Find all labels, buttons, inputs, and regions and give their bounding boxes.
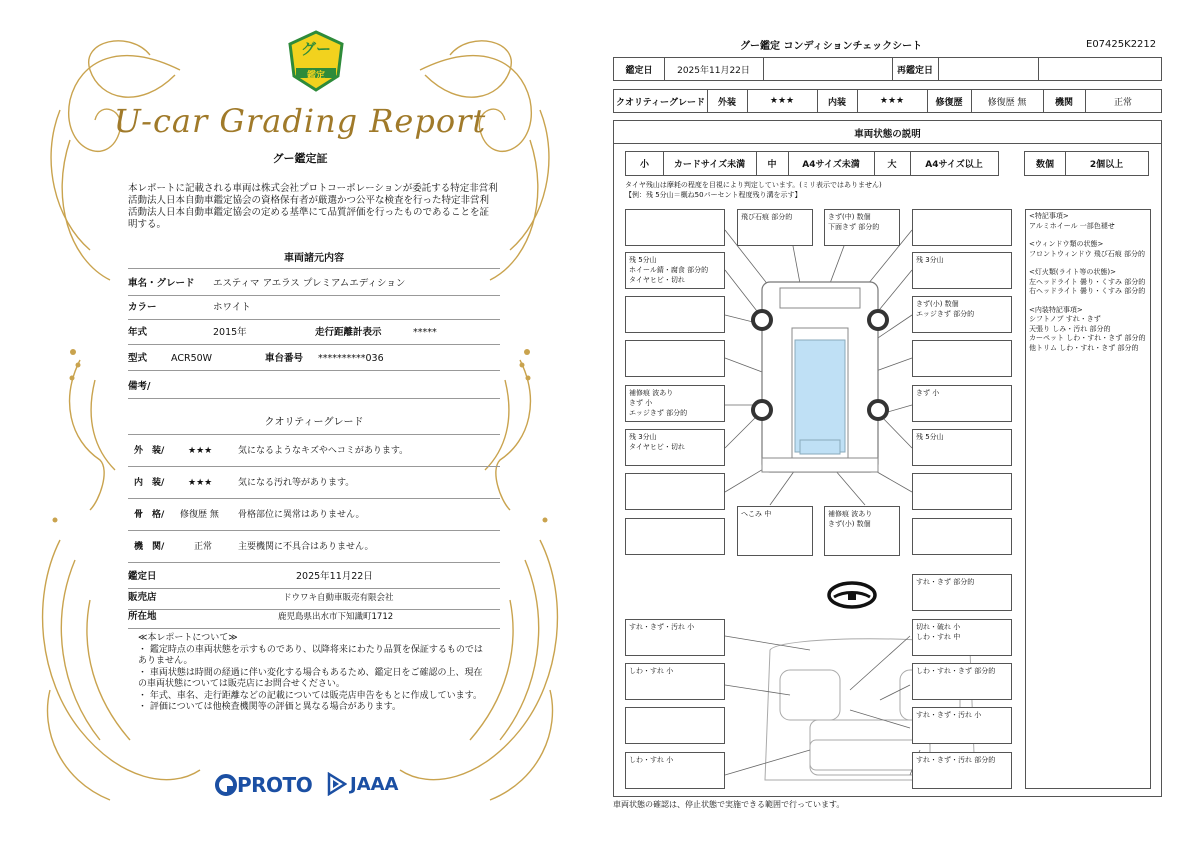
condition-title: 車両状態の説明 [854, 129, 921, 140]
ext-box: 残 3分山 [912, 252, 1012, 289]
divider [128, 434, 500, 435]
tire-note: タイヤ残山は摩耗の程度を目視により判定しています。(ミリ表示ではありません) [625, 181, 882, 189]
ext-box: きず 小 [912, 385, 1012, 422]
tire-example: 【例：残 5分山＝概ね50パーセント程度残り溝を示す】 [625, 191, 802, 199]
badge-text-bottom: 鑑定 [306, 71, 325, 81]
spec-row-remarks [128, 376, 500, 399]
ext-box: きず(小) 数個 エッジきず 部分的 [912, 296, 1012, 333]
quality-label: 外 装/ [134, 446, 165, 456]
quality-desc: 骨格部位に異常はありません。 [238, 510, 365, 520]
ext-value: ★★★ [747, 90, 818, 112]
sheet-id: E07425K2212 [1086, 39, 1157, 50]
special-note-line: カーペット しわ・すれ・きず 部分的 [1029, 334, 1146, 342]
redate-label: 再鑑定日 [892, 58, 939, 80]
info-value: ドウワキ自動車販売有限会社 [283, 593, 394, 603]
ext-box [625, 340, 725, 377]
int-box: すれ・きず 部分的 [912, 574, 1012, 611]
spec-row-color [128, 297, 500, 320]
spec-row-model [128, 348, 500, 371]
note-item: ・ 鑑定時点の車両状態を示すものであり、以降将来にわたり品質を保証するものではありません。 [138, 644, 483, 666]
special-note-line: アルミホイール 一部色褪せ [1029, 221, 1115, 230]
ext-box [625, 518, 725, 555]
info-row-date [128, 566, 500, 589]
divider [128, 268, 500, 269]
size-small-desc: カードサイズ未満 [663, 152, 757, 175]
ext-box [912, 340, 1012, 377]
quality-desc: 気になるようなキズやヘコミがあります。 [238, 446, 409, 456]
int-box: すれ・きず・汚れ 部分的 [912, 752, 1012, 789]
ext-box [625, 209, 725, 246]
spec-label: 車台番号 [265, 353, 304, 364]
ext-box: 残 5分山 [912, 429, 1012, 466]
script-title: U-car Grading Report [113, 102, 487, 140]
note-item: ・ 評価については他検査機関等の評価と異なる場合があります。 [138, 702, 401, 712]
special-note-line [1029, 297, 1147, 306]
info-value: 2025年11月22日 [296, 571, 373, 582]
special-note-line: フロントウィンドウ 飛び石痕 部分的 [1029, 249, 1146, 258]
size-legend [625, 151, 999, 176]
spec-title: 車両諸元内容 [284, 253, 344, 264]
ext-box: 補修痕 波あり きず 小 エッジきず 部分的 [625, 385, 725, 422]
spec-label: 年式 [128, 327, 148, 338]
special-note-line: 右ヘッドライト 曇り・くすみ 部分的 [1029, 287, 1146, 295]
spec-value: **********036 [318, 353, 384, 364]
spec-label: カラー [128, 302, 157, 313]
steering-wheel-icon [826, 579, 878, 611]
int-box: 切れ・破れ 小 しわ・すれ 中 [912, 619, 1012, 656]
sheet-title: グー鑑定 コンディションチェックシート [740, 41, 923, 52]
note-item: ・ 年式、車名、走行距離などの記載については販売店申告をもとに作成しています。 [138, 690, 482, 701]
size-mid: 中 [756, 152, 789, 175]
special-note-line [1029, 259, 1147, 268]
ext-box: 残 5分山 ホイール錆・腐食 部分的 タイヤヒビ・切れ [625, 252, 725, 289]
size-small: 小 [626, 152, 664, 175]
spec-value: エスティマ アエラス プレミアムエディション [213, 278, 406, 289]
spec-label: 型式 [128, 353, 148, 364]
int-box: すれ・きず・汚れ 小 [625, 619, 725, 656]
ext-box: きず(中) 数個 下面きず 部分的 [824, 209, 900, 246]
int-box: すれ・きず・汚れ 小 [912, 707, 1012, 744]
info-label: 所在地 [128, 611, 157, 622]
footer-note: 車両状態の確認は、停止状態で実施できる範囲で行っています。 [613, 800, 845, 809]
ext-box [912, 209, 1012, 246]
count-label: 数個 [1025, 152, 1066, 175]
spec-value: ***** [413, 327, 437, 338]
spec-value: ホワイト [213, 302, 251, 313]
jaaa-logo-icon [327, 772, 347, 796]
cert-title: グー鑑定証 [272, 152, 328, 165]
special-note-line [1029, 231, 1147, 240]
int-value: ★★★ [857, 90, 928, 112]
int-box: しわ・すれ・きず 部分的 [912, 663, 1012, 700]
int-box: しわ・すれ 小 [625, 663, 725, 700]
count-legend [1024, 151, 1149, 176]
badge-text-top: グー [300, 40, 331, 58]
grade-label: クオリティーグレード [614, 90, 708, 112]
special-note-line: <内装特記事項> [1029, 305, 1083, 314]
size-mid-desc: A4サイズ未満 [788, 152, 875, 175]
spec-value: 2015年 [213, 327, 247, 338]
cert-body: 本レポートに記載される車両は株式会社プロトコーポレーションが委託する特定非営利活動法人日本自動車鑑定協会の資格保有者が厳選かつ公平な検査を行った特定非営利活動法人日本自動車鑑定協会の定める基準にて品質評価を行ったものであることを証明する。 [128, 183, 498, 230]
quality-value: ★★★ [188, 446, 213, 456]
quality-title: クオリティーグレード [264, 417, 364, 428]
quality-desc: 気になる汚れ等があります。 [238, 478, 355, 488]
special-note-line: <ウィンドウ類の状態> [1029, 240, 1104, 248]
quality-label: 機 関/ [134, 542, 165, 552]
ext-box: 補修痕 波あり きず(小) 数個 [824, 506, 900, 556]
int-label: 内装 [817, 90, 858, 112]
info-label: 販売店 [128, 592, 157, 603]
repair-value: 修復歴 無 [971, 90, 1044, 112]
proto-logo-text: PROTO [237, 773, 313, 797]
size-large: 大 [874, 152, 911, 175]
ext-box: へこみ 中 [737, 506, 813, 556]
date-blank [763, 58, 893, 80]
quality-row-interior [128, 468, 500, 499]
ext-box [912, 518, 1012, 555]
notes-title: ≪本レポートについて≫ [138, 633, 238, 643]
grade-row [613, 89, 1162, 113]
engine-value: 正常 [1113, 97, 1132, 108]
special-note-line: シフトノブ すれ・きず [1029, 315, 1101, 323]
report-notes [138, 633, 488, 714]
info-row-address [128, 606, 500, 629]
spec-row-year [128, 322, 500, 345]
special-note-line: <特記事項> [1029, 212, 1069, 220]
int-box [625, 707, 725, 744]
quality-row-exterior [128, 436, 500, 467]
special-note-line: <灯火類(ライト等の状態)> [1029, 268, 1116, 276]
repair-label: 修復歴 [927, 90, 972, 112]
note-item: ・ 車両状態は時間の経過に伴い変化する場合もあるため、鑑定日をご確認の上、現在の車両状態については販売店にお問合せください。 [138, 667, 483, 689]
special-note-line: 左ヘッドライト 曇り・くすみ 部分的 [1029, 277, 1146, 286]
proto-logo-icon [215, 774, 237, 796]
count-desc: 2個以上 [1089, 160, 1124, 170]
ext-box [625, 473, 725, 510]
special-notes-panel [1025, 209, 1151, 789]
special-note-line: 他トリム しわ・すれ・きず 部分的 [1029, 343, 1139, 352]
ext-box: 飛び石痕 部分的 [737, 209, 813, 246]
quality-label: 内 装/ [134, 478, 165, 488]
quality-desc: 主要機関に不具合はありません。 [238, 542, 374, 552]
date-value: 2025年11月22日 [664, 58, 764, 80]
engine-label: 機関 [1043, 90, 1086, 112]
info-value: 鹿児島県出水市下知識町1712 [278, 612, 394, 622]
spec-value: ACR50W [171, 353, 213, 364]
ext-box: 残 3分山 タイヤヒビ・切れ [625, 429, 725, 466]
quality-value: 正常 [194, 542, 213, 552]
redate-value [938, 58, 1039, 80]
quality-row-frame [128, 500, 500, 531]
ext-box [625, 296, 725, 333]
quality-label: 骨 格/ [134, 510, 165, 520]
quality-row-engine [128, 532, 500, 563]
spec-row-name [128, 273, 500, 296]
date-label: 鑑定日 [614, 58, 665, 80]
special-note-line: 天張り しみ・汚れ 部分的 [1029, 324, 1111, 333]
quality-value: 修復歴 無 [180, 510, 219, 520]
spec-label: 走行距離計表示 [315, 327, 382, 338]
ext-box [912, 473, 1012, 510]
size-large-desc: A4サイズ以上 [925, 160, 983, 170]
jaaa-logo-text: JAAA [350, 774, 399, 795]
divider [613, 143, 1162, 144]
spec-label: 車名・グレード [128, 278, 195, 289]
spec-label: 備考/ [128, 381, 151, 392]
quality-value: ★★★ [188, 478, 213, 488]
date-row [613, 57, 1162, 81]
info-label: 鑑定日 [128, 571, 157, 582]
ext-label: 外装 [707, 90, 748, 112]
int-box: しわ・すれ 小 [625, 752, 725, 789]
